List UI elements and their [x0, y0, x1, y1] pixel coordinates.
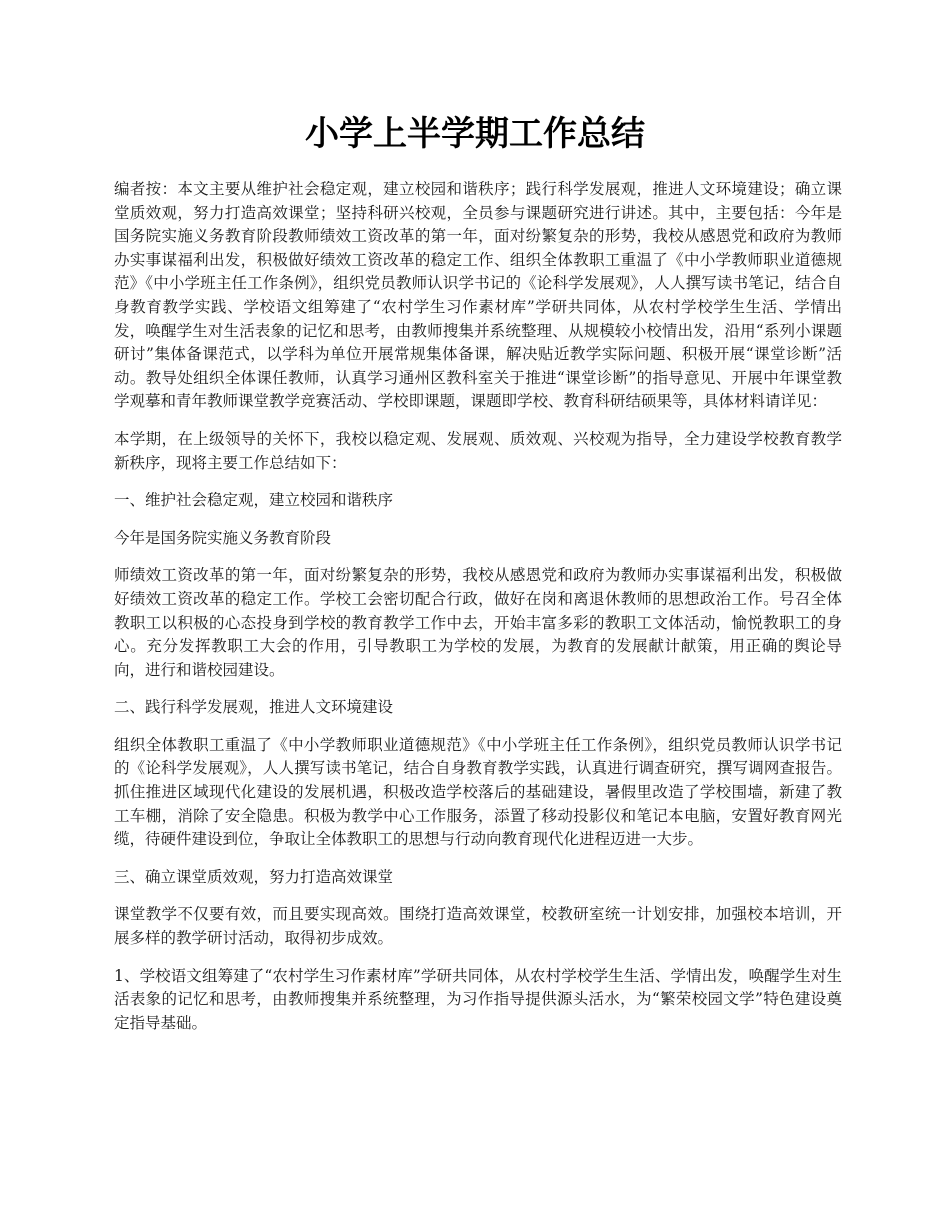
editor-note-paragraph: 编者按：本文主要从维护社会稳定观，建立校园和谐秩序；践行科学发展观，推进人文环境建设；确立课堂质效观，努力打造高效课堂；坚持科研兴校观，全员参与课题研究进行讲述。其中，主要包括：今年是国务院实施义务教育阶段教师绩效工资改革的第一年，面对纷繁复杂的形势，我校从感恩党和政府为教师办实事谋福利出发，积极做好绩效工资改革的稳定工作、组织全体教职工重温了《中小学教师职业道德规范》《中小学班主任工作条例》，组织党员教师认识学书记的《论科学发展观》，人人撰写读书笔记，结合自身教育教学实践、学校语文组筹建了“农村学生习作素材库”学研共同体，从农村学校学生生活、学情出发，唤醒学生对生活表象的记忆和思考，由教师搜集并系统整理、从规模较小校情出发，沿用“系列小课题研讨”集体备课范式，以学科为单位开展常规集体备课，解决贴近教学实际问题、积极开展“课堂诊断”活动。教导处组织全体课任教师，认真学习通州区教科室关于推进“课堂诊断”的指导意见、开展中年课堂教学观摹和青年教师课堂教学竞赛活动、学校即课题，课题即学校、教育科研结硕果等，具体材料请详见： [114, 180, 842, 411]
body-paragraph: 组织全体教职工重温了《中小学教师职业道德规范》《中小学班主任工作条例》，组织党员教师认识学书记的《论科学发展观》，人人撰写读书笔记，结合自身教育教学实践，认真进行调查研究，撰写调网查报告。抓住推进区域现代化建设的发展机遇，积极改造学校落后的基础建设，暑假里改造了学校围墙，新建了教工车棚，消除了安全隐患。积极为教学中心工作服务，添置了移动投影仪和笔记本电脑，安置好教育网光缆，待硬件建设到位，争取让全体教职工的思想与行动向教育现代化进程迈进一大步。 [114, 735, 842, 849]
body-paragraph: 课堂教学不仅要有效，而且要实现高效。围绕打造高效课堂，校教研室统一计划安排，加强校本培训，开展多样的教学研讨活动，取得初步成效。 [114, 905, 842, 948]
body-paragraph: 今年是国务院实施义务教育阶段 [114, 528, 332, 547]
page-title: 小学上半学期工作总结 [305, 114, 645, 154]
section-heading-3: 三、确立课堂质效观，努力打造高效课堂 [114, 867, 394, 886]
intro-paragraph: 本学期，在上级领导的关怀下，我校以稳定观、发展观、质效观、兴校观为指导，全力建设学校教育教学新秩序，现将主要工作总结如下： [114, 429, 842, 472]
section-heading-2: 二、践行科学发展观，推进人文环境建设 [114, 698, 394, 717]
section-heading-1: 一、维护社会稳定观，建立校园和谐秩序 [114, 491, 394, 510]
document-body [114, 178, 842, 1049]
body-paragraph: 师绩效工资改革的第一年，面对纷繁复杂的形势，我校从感恩党和政府为教师办实事谋福利出发，积极做好绩效工资改革的稳定工作。学校工会密切配合行政，做好在岗和离退休教师的思想政治工作。号召全体教职工以积极的心态投身到学校的教育教学工作中去，开始丰富多彩的教职工文体活动，愉悦教职工的身心。充分发挥教职工大会的作用，引导教职工为学校的发展，为教育的发展献计献策，用正确的舆论导向，进行和谐校园建设。 [114, 566, 842, 679]
body-paragraph: 1、学校语文组筹建了“农村学生习作素材库”学研共同体，从农村学校学生生活、学情出发，唤醒学生对生活表象的记忆和思考，由教师搜集并系统整理，为习作指导提供源头活水，为“繁荣校园文学”特色建设奠定指导基础。 [114, 966, 842, 1032]
